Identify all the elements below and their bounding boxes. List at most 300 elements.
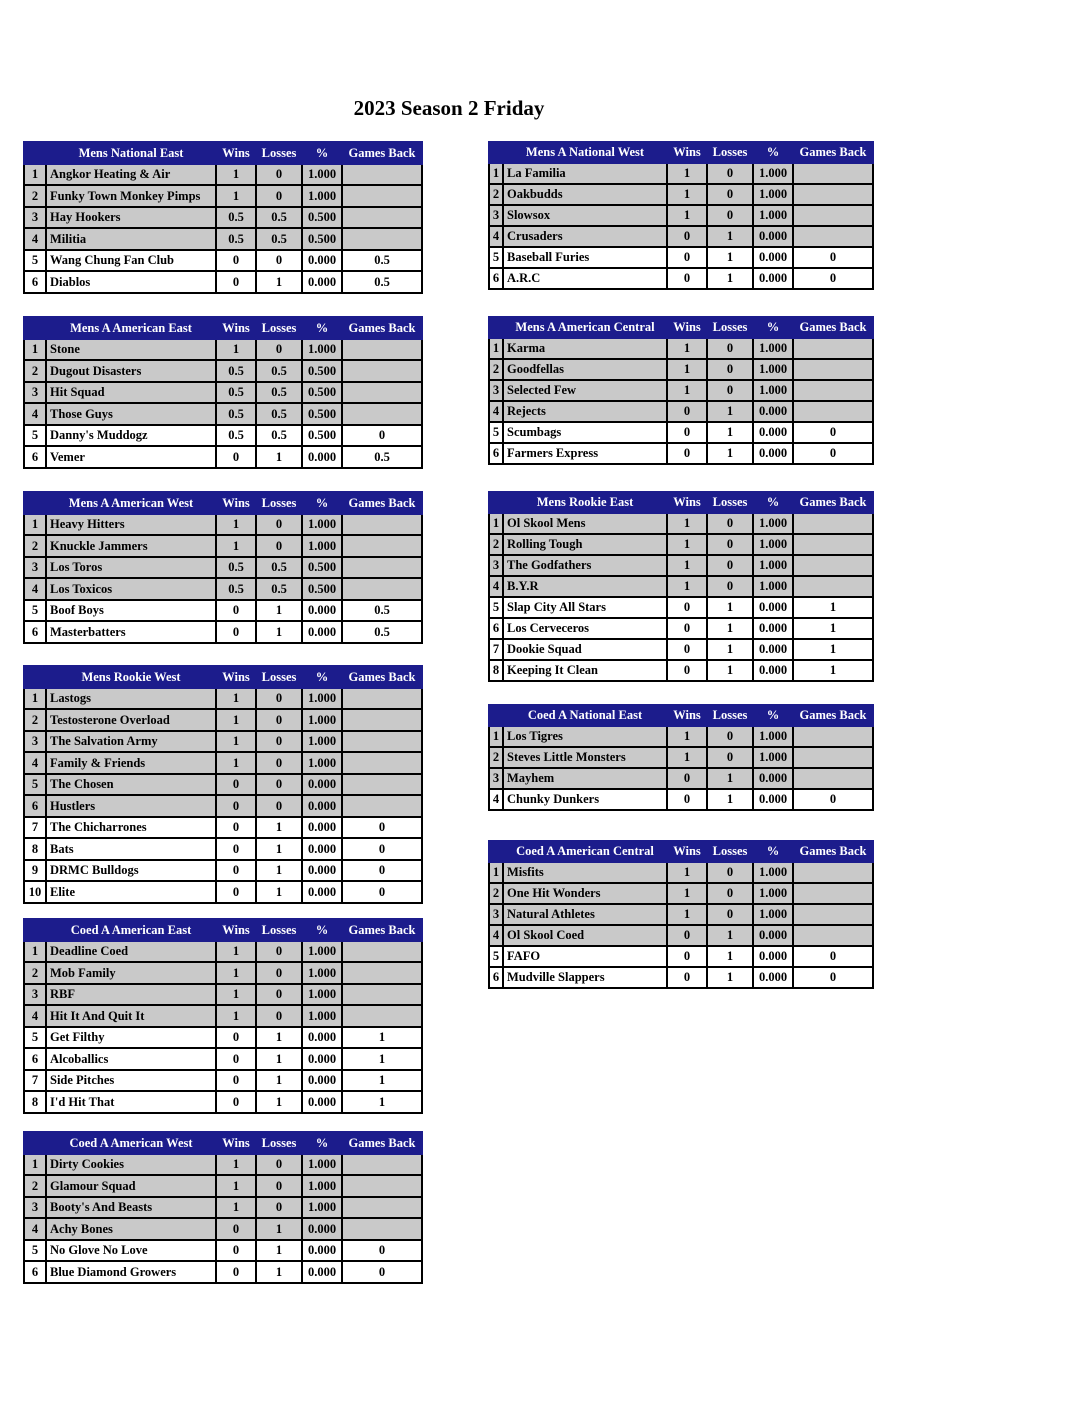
standings-table-coed-a-american-west xyxy=(23,1131,423,1284)
column-header-losses: Losses xyxy=(256,142,302,164)
games-back-cell: 0.5 xyxy=(342,250,422,272)
losses-cell: 0 xyxy=(707,862,753,883)
pct-cell: 1.000 xyxy=(302,709,342,731)
team-name: La Familia xyxy=(503,163,667,184)
team-name: No Glove No Love xyxy=(46,1240,216,1262)
pct-cell: 0.000 xyxy=(753,401,793,422)
games-back-cell: 1 xyxy=(793,618,873,639)
games-back-cell xyxy=(342,360,422,382)
column-header-gb: Games Back xyxy=(793,705,873,726)
rank-cell: 4 xyxy=(24,578,46,600)
games-back-cell xyxy=(342,164,422,186)
table-header-row xyxy=(24,1132,422,1154)
column-header-pct: % xyxy=(753,317,793,338)
rank-cell: 5 xyxy=(24,425,46,447)
rank-header xyxy=(489,492,503,513)
team-name: Danny's Muddogz xyxy=(46,425,216,447)
table-row xyxy=(24,339,422,361)
losses-cell: 0 xyxy=(707,359,753,380)
games-back-cell xyxy=(342,1175,422,1197)
team-name: Los Toros xyxy=(46,557,216,579)
rank-cell: 1 xyxy=(24,164,46,186)
table-header-row xyxy=(489,841,873,862)
games-back-cell xyxy=(793,904,873,925)
team-name: The Chicharrones xyxy=(46,817,216,839)
wins-cell: 0.5 xyxy=(216,382,256,404)
losses-cell: 0.5 xyxy=(256,382,302,404)
column-header-wins: Wins xyxy=(667,492,707,513)
losses-cell: 1 xyxy=(256,881,302,903)
table-header-row xyxy=(489,492,873,513)
table-row xyxy=(489,768,873,789)
column-header-losses: Losses xyxy=(256,492,302,514)
rank-cell: 6 xyxy=(489,967,503,988)
losses-cell: 1 xyxy=(256,1048,302,1070)
wins-cell: 0 xyxy=(667,925,707,946)
pct-cell: 0.000 xyxy=(302,881,342,903)
pct-cell: 0.000 xyxy=(753,789,793,810)
column-header-pct: % xyxy=(302,142,342,164)
games-back-cell xyxy=(793,163,873,184)
table-row xyxy=(24,1070,422,1092)
team-name: Achy Bones xyxy=(46,1218,216,1240)
table-row xyxy=(24,425,422,447)
team-name: Alcoballics xyxy=(46,1048,216,1070)
team-name: Vemer xyxy=(46,446,216,468)
team-name: Militia xyxy=(46,228,216,250)
column-header-gb: Games Back xyxy=(342,919,422,941)
rank-cell: 2 xyxy=(24,185,46,207)
standings-table-mens-rookie-east xyxy=(488,491,874,682)
pct-cell: 1.000 xyxy=(302,164,342,186)
rank-cell: 1 xyxy=(489,862,503,883)
games-back-cell: 0 xyxy=(793,247,873,268)
division-name: Mens National East xyxy=(46,142,216,164)
losses-cell: 1 xyxy=(256,817,302,839)
games-back-cell xyxy=(793,555,873,576)
pct-cell: 0.000 xyxy=(753,946,793,967)
rank-cell: 1 xyxy=(489,513,503,534)
team-name: Keeping It Clean xyxy=(503,660,667,681)
losses-cell: 0 xyxy=(707,338,753,359)
table-row xyxy=(489,184,873,205)
games-back-cell: 0 xyxy=(342,425,422,447)
games-back-cell: 0.5 xyxy=(342,271,422,293)
division-name: Mens A American East xyxy=(46,317,216,339)
table-row xyxy=(24,621,422,643)
wins-cell: 0.5 xyxy=(216,207,256,229)
table-row xyxy=(24,941,422,963)
losses-cell: 1 xyxy=(256,621,302,643)
games-back-cell xyxy=(793,768,873,789)
wins-cell: 0.5 xyxy=(216,360,256,382)
wins-cell: 0.5 xyxy=(216,578,256,600)
standings-table-mens-a-american-central xyxy=(488,316,874,465)
pct-cell: 1.000 xyxy=(302,185,342,207)
pct-cell: 1.000 xyxy=(302,1154,342,1176)
table-row xyxy=(489,789,873,810)
rank-cell: 2 xyxy=(24,962,46,984)
table-row xyxy=(24,774,422,796)
team-name: Blue Diamond Growers xyxy=(46,1261,216,1283)
team-name: Goodfellas xyxy=(503,359,667,380)
pct-cell: 1.000 xyxy=(753,726,793,747)
rank-cell: 1 xyxy=(24,688,46,710)
team-name: Masterbatters xyxy=(46,621,216,643)
column-header-losses: Losses xyxy=(707,317,753,338)
wins-cell: 0 xyxy=(216,817,256,839)
column-header-losses: Losses xyxy=(707,705,753,726)
standings-table-mens-a-american-east xyxy=(23,316,423,469)
pct-cell: 1.000 xyxy=(753,184,793,205)
table-row xyxy=(24,962,422,984)
pct-cell: 0.500 xyxy=(302,228,342,250)
losses-cell: 1 xyxy=(707,443,753,464)
pct-cell: 0.000 xyxy=(302,1027,342,1049)
wins-cell: 0 xyxy=(216,795,256,817)
team-name: Rejects xyxy=(503,401,667,422)
games-back-cell xyxy=(342,339,422,361)
team-name: Deadline Coed xyxy=(46,941,216,963)
wins-cell: 0 xyxy=(216,600,256,622)
column-header-gb: Games Back xyxy=(342,666,422,688)
wins-cell: 0.5 xyxy=(216,403,256,425)
losses-cell: 0 xyxy=(707,904,753,925)
column-header-gb: Games Back xyxy=(342,317,422,339)
column-header-pct: % xyxy=(753,492,793,513)
losses-cell: 0.5 xyxy=(256,578,302,600)
team-name: DRMC Bulldogs xyxy=(46,860,216,882)
pct-cell: 0.500 xyxy=(302,557,342,579)
pct-cell: 1.000 xyxy=(302,1197,342,1219)
pct-cell: 0.000 xyxy=(302,446,342,468)
table-row xyxy=(24,403,422,425)
table-row xyxy=(24,600,422,622)
team-name: B.Y.R xyxy=(503,576,667,597)
wins-cell: 0 xyxy=(216,1048,256,1070)
games-back-cell: 0.5 xyxy=(342,600,422,622)
wins-cell: 1 xyxy=(216,941,256,963)
losses-cell: 1 xyxy=(707,226,753,247)
pct-cell: 1.000 xyxy=(753,883,793,904)
losses-cell: 1 xyxy=(707,639,753,660)
team-name: Elite xyxy=(46,881,216,903)
column-header-losses: Losses xyxy=(707,841,753,862)
rank-cell: 9 xyxy=(24,860,46,882)
games-back-cell xyxy=(342,228,422,250)
games-back-cell: 0 xyxy=(793,789,873,810)
table-row xyxy=(24,1175,422,1197)
table-header-row xyxy=(24,666,422,688)
wins-cell: 0 xyxy=(216,1240,256,1262)
rank-cell: 5 xyxy=(489,422,503,443)
table-row xyxy=(489,639,873,660)
games-back-cell: 0 xyxy=(342,1261,422,1283)
column-header-losses: Losses xyxy=(256,919,302,941)
wins-cell: 0.5 xyxy=(216,557,256,579)
pct-cell: 0.000 xyxy=(753,768,793,789)
games-back-cell: 0 xyxy=(342,817,422,839)
rank-cell: 6 xyxy=(489,268,503,289)
division-name: Coed A American East xyxy=(46,919,216,941)
wins-cell: 0 xyxy=(667,401,707,422)
rank-header xyxy=(24,666,46,688)
table-row xyxy=(489,618,873,639)
losses-cell: 0 xyxy=(707,380,753,401)
table-row xyxy=(489,660,873,681)
pct-cell: 1.000 xyxy=(302,535,342,557)
rank-cell: 1 xyxy=(24,339,46,361)
table-row xyxy=(489,946,873,967)
rank-cell: 3 xyxy=(489,904,503,925)
pct-cell: 0.000 xyxy=(302,1070,342,1092)
games-back-cell xyxy=(342,962,422,984)
wins-cell: 0 xyxy=(216,1070,256,1092)
pct-cell: 1.000 xyxy=(302,941,342,963)
losses-cell: 1 xyxy=(256,600,302,622)
table-row xyxy=(24,731,422,753)
wins-cell: 1 xyxy=(667,380,707,401)
pct-cell: 0.000 xyxy=(302,838,342,860)
wins-cell: 1 xyxy=(216,731,256,753)
games-back-cell xyxy=(342,207,422,229)
column-header-gb: Games Back xyxy=(793,142,873,163)
column-header-gb: Games Back xyxy=(342,142,422,164)
rank-cell: 2 xyxy=(24,360,46,382)
games-back-cell: 0 xyxy=(342,838,422,860)
wins-cell: 0 xyxy=(216,1027,256,1049)
team-name: Side Pitches xyxy=(46,1070,216,1092)
games-back-cell xyxy=(793,747,873,768)
games-back-cell: 1 xyxy=(793,639,873,660)
games-back-cell: 0 xyxy=(342,881,422,903)
losses-cell: 0 xyxy=(256,1175,302,1197)
pct-cell: 0.500 xyxy=(302,360,342,382)
column-header-pct: % xyxy=(753,142,793,163)
wins-cell: 1 xyxy=(216,1005,256,1027)
games-back-cell xyxy=(793,184,873,205)
pct-cell: 1.000 xyxy=(302,984,342,1006)
standings-table-mens-rookie-west xyxy=(23,665,423,904)
losses-cell: 0.5 xyxy=(256,403,302,425)
team-name: Bats xyxy=(46,838,216,860)
rank-cell: 8 xyxy=(24,838,46,860)
wins-cell: 1 xyxy=(216,984,256,1006)
losses-cell: 0 xyxy=(256,731,302,753)
table-row xyxy=(24,881,422,903)
wins-cell: 0 xyxy=(667,768,707,789)
wins-cell: 1 xyxy=(216,535,256,557)
rank-header xyxy=(24,919,46,941)
wins-cell: 1 xyxy=(667,576,707,597)
table-row xyxy=(24,360,422,382)
wins-cell: 0 xyxy=(667,639,707,660)
pct-cell: 0.000 xyxy=(753,639,793,660)
pct-cell: 0.500 xyxy=(302,382,342,404)
division-name: Mens A National West xyxy=(503,142,667,163)
team-name: Get Filthy xyxy=(46,1027,216,1049)
losses-cell: 1 xyxy=(256,860,302,882)
wins-cell: 0 xyxy=(667,268,707,289)
losses-cell: 0 xyxy=(256,339,302,361)
losses-cell: 0 xyxy=(256,752,302,774)
games-back-cell: 0 xyxy=(342,860,422,882)
rank-cell: 4 xyxy=(489,576,503,597)
team-name: RBF xyxy=(46,984,216,1006)
wins-cell: 0 xyxy=(216,774,256,796)
rank-cell: 6 xyxy=(489,618,503,639)
column-header-gb: Games Back xyxy=(793,841,873,862)
rank-cell: 3 xyxy=(489,205,503,226)
games-back-cell xyxy=(793,726,873,747)
games-back-cell xyxy=(342,557,422,579)
rank-header xyxy=(489,841,503,862)
losses-cell: 0 xyxy=(256,774,302,796)
rank-cell: 2 xyxy=(489,359,503,380)
pct-cell: 1.000 xyxy=(753,359,793,380)
team-name: Steves Little Monsters xyxy=(503,747,667,768)
pct-cell: 0.000 xyxy=(753,422,793,443)
losses-cell: 1 xyxy=(707,618,753,639)
rank-cell: 6 xyxy=(24,795,46,817)
losses-cell: 0 xyxy=(256,984,302,1006)
rank-cell: 5 xyxy=(24,250,46,272)
pct-cell: 0.000 xyxy=(302,860,342,882)
pct-cell: 0.000 xyxy=(302,621,342,643)
wins-cell: 0 xyxy=(216,271,256,293)
games-back-cell: 1 xyxy=(342,1048,422,1070)
rank-cell: 6 xyxy=(24,621,46,643)
team-name: The Godfathers xyxy=(503,555,667,576)
losses-cell: 1 xyxy=(256,271,302,293)
rank-cell: 2 xyxy=(489,184,503,205)
table-row xyxy=(489,576,873,597)
rank-cell: 2 xyxy=(24,709,46,731)
wins-cell: 0 xyxy=(216,1261,256,1283)
rank-cell: 7 xyxy=(24,1070,46,1092)
games-back-cell: 0 xyxy=(793,443,873,464)
games-back-cell xyxy=(793,883,873,904)
pct-cell: 0.500 xyxy=(302,403,342,425)
losses-cell: 0 xyxy=(256,250,302,272)
rank-cell: 7 xyxy=(24,817,46,839)
rank-header xyxy=(24,492,46,514)
pct-cell: 0.000 xyxy=(302,1218,342,1240)
games-back-cell xyxy=(342,185,422,207)
games-back-cell xyxy=(342,514,422,536)
games-back-cell xyxy=(342,941,422,963)
losses-cell: 1 xyxy=(256,1091,302,1113)
wins-cell: 1 xyxy=(216,1197,256,1219)
wins-cell: 1 xyxy=(667,359,707,380)
team-name: Ol Skool Mens xyxy=(503,513,667,534)
table-row xyxy=(24,1240,422,1262)
table-row xyxy=(489,925,873,946)
column-header-pct: % xyxy=(753,841,793,862)
losses-cell: 0.5 xyxy=(256,360,302,382)
table-header-row xyxy=(24,142,422,164)
games-back-cell xyxy=(342,1218,422,1240)
games-back-cell xyxy=(342,403,422,425)
wins-cell: 0 xyxy=(216,860,256,882)
games-back-cell xyxy=(793,534,873,555)
wins-cell: 1 xyxy=(667,862,707,883)
losses-cell: 0 xyxy=(256,535,302,557)
losses-cell: 0 xyxy=(707,555,753,576)
games-back-cell: 1 xyxy=(342,1091,422,1113)
rank-header xyxy=(24,317,46,339)
games-back-cell xyxy=(342,688,422,710)
rank-cell: 3 xyxy=(24,382,46,404)
table-row xyxy=(24,382,422,404)
games-back-cell: 0 xyxy=(793,946,873,967)
wins-cell: 1 xyxy=(216,339,256,361)
pct-cell: 0.000 xyxy=(302,1048,342,1070)
team-name: FAFO xyxy=(503,946,667,967)
rank-cell: 4 xyxy=(24,1218,46,1240)
table-row xyxy=(489,555,873,576)
rank-cell: 10 xyxy=(24,881,46,903)
pct-cell: 0.500 xyxy=(302,578,342,600)
wins-cell: 1 xyxy=(216,1154,256,1176)
table-row xyxy=(24,838,422,860)
team-name: Boof Boys xyxy=(46,600,216,622)
rank-cell: 7 xyxy=(489,639,503,660)
team-name: Ol Skool Coed xyxy=(503,925,667,946)
rank-cell: 5 xyxy=(24,1240,46,1262)
standings-table-mens-a-national-west xyxy=(488,141,874,290)
column-header-pct: % xyxy=(302,1132,342,1154)
losses-cell: 1 xyxy=(256,1240,302,1262)
table-row xyxy=(24,795,422,817)
wins-cell: 1 xyxy=(667,184,707,205)
games-back-cell: 0 xyxy=(793,422,873,443)
division-name: Mens A American West xyxy=(46,492,216,514)
games-back-cell: 1 xyxy=(793,597,873,618)
wins-cell: 0 xyxy=(667,226,707,247)
losses-cell: 1 xyxy=(707,660,753,681)
pct-cell: 0.000 xyxy=(753,247,793,268)
losses-cell: 1 xyxy=(256,1070,302,1092)
pct-cell: 1.000 xyxy=(753,576,793,597)
rank-cell: 3 xyxy=(24,984,46,1006)
team-name: Crusaders xyxy=(503,226,667,247)
team-name: Selected Few xyxy=(503,380,667,401)
losses-cell: 0 xyxy=(256,709,302,731)
pct-cell: 1.000 xyxy=(753,747,793,768)
rank-cell: 4 xyxy=(489,925,503,946)
team-name: Dirty Cookies xyxy=(46,1154,216,1176)
division-name: Coed A National East xyxy=(503,705,667,726)
table-row xyxy=(24,1005,422,1027)
wins-cell: 1 xyxy=(216,688,256,710)
rank-cell: 1 xyxy=(489,338,503,359)
rank-cell: 6 xyxy=(24,271,46,293)
pct-cell: 0.000 xyxy=(302,250,342,272)
rank-cell: 1 xyxy=(24,514,46,536)
pct-cell: 0.000 xyxy=(753,443,793,464)
team-name: Slap City All Stars xyxy=(503,597,667,618)
table-row xyxy=(489,247,873,268)
losses-cell: 0 xyxy=(256,514,302,536)
pct-cell: 1.000 xyxy=(302,1175,342,1197)
losses-cell: 0 xyxy=(707,747,753,768)
pct-cell: 1.000 xyxy=(302,962,342,984)
pct-cell: 0.000 xyxy=(753,268,793,289)
column-header-gb: Games Back xyxy=(793,317,873,338)
table-row xyxy=(489,967,873,988)
table-row xyxy=(489,726,873,747)
